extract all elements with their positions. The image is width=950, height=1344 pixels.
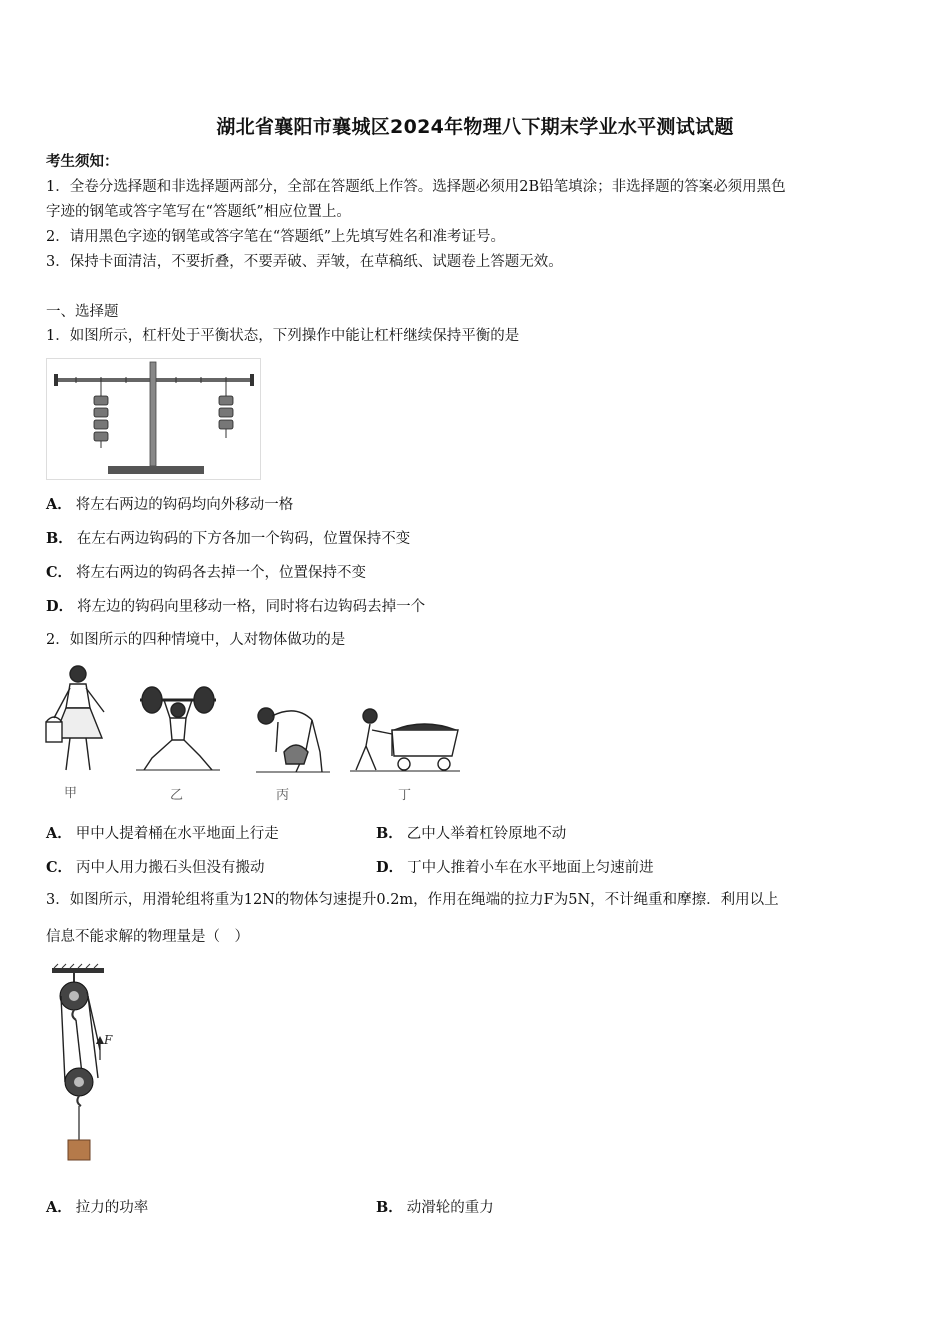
notice-item-1-cont: 字迹的钢笔或答字笔写在“答题纸”相应位置上。 — [46, 204, 351, 220]
notice-item-3: 3．保持卡面清洁，不要折叠，不要弄破、弄皱，在草稿纸、试题卷上答题无效。 — [46, 254, 563, 270]
q1-option-d: D． 将左边的钩码向里移动一格，同时将右边钩码去掉一个 — [46, 598, 426, 615]
q2-option-d: D． 丁中人推着小车在水平地面上匀速前进 — [376, 859, 654, 876]
q3-option-a: A． 拉力的功率 — [46, 1199, 149, 1216]
q2-option-a: A． 甲中人提着桶在水平地面上行走 — [46, 825, 279, 842]
section-heading: 一、选择题 — [46, 304, 119, 320]
notice-item-2: 2．请用黑色字迹的钢笔或答字笔在“答题纸”上先填写姓名和准考证号。 — [46, 229, 506, 245]
caption-yi: 乙 — [170, 788, 184, 803]
q1-option-a: A． 将左右两边的钩码均向外移动一格 — [46, 496, 294, 513]
q3-stem-line1: 3．如图所示，用滑轮组将重为12N的物体匀速提升0.2m，作用在绳端的拉力F为5N，不计绳重和摩擦．利用以上 — [46, 892, 779, 908]
caption-ding: 丁 — [398, 788, 412, 803]
q2-stem: 2．如图所示的四种情境中，人对物体做功的是 — [46, 632, 346, 648]
caption-bing: 丙 — [276, 788, 290, 803]
q1-option-c: C． 将左右两边的钩码各去掉一个，位置保持不变 — [46, 564, 367, 581]
q2-option-b: B． 乙中人举着杠铃原地不动 — [376, 825, 567, 842]
q1-stem: 1．如图所示，杠杆处于平衡状态，下列操作中能让杠杆继续保持平衡的是 — [46, 328, 520, 344]
lever-figure — [46, 358, 261, 480]
notice-heading: 考生须知： — [46, 153, 119, 170]
page-title: 湖北省襄阳市襄城区2024年物理八下期末学业水平测试试题 — [216, 116, 734, 138]
q3-option-b: B． 动滑轮的重力 — [376, 1199, 494, 1216]
notice-item-1: 1．全卷分选择题和非选择题两部分，全部在答题纸上作答。选择题必须用2B铅笔填涂；非选择题的答案必须用黑色 — [46, 179, 786, 195]
q2-option-c: C． 丙中人用力搬石头但没有搬动 — [46, 859, 265, 876]
force-label: F — [104, 1033, 113, 1047]
q1-option-b: B． 在左右两边钩码的下方各加一个钩码，位置保持不变 — [46, 530, 411, 547]
caption-jia: 甲 — [64, 786, 78, 801]
pulley-figure — [46, 962, 136, 1167]
q3-stem-line2: 信息不能求解的物理量是（ ） — [46, 929, 249, 945]
